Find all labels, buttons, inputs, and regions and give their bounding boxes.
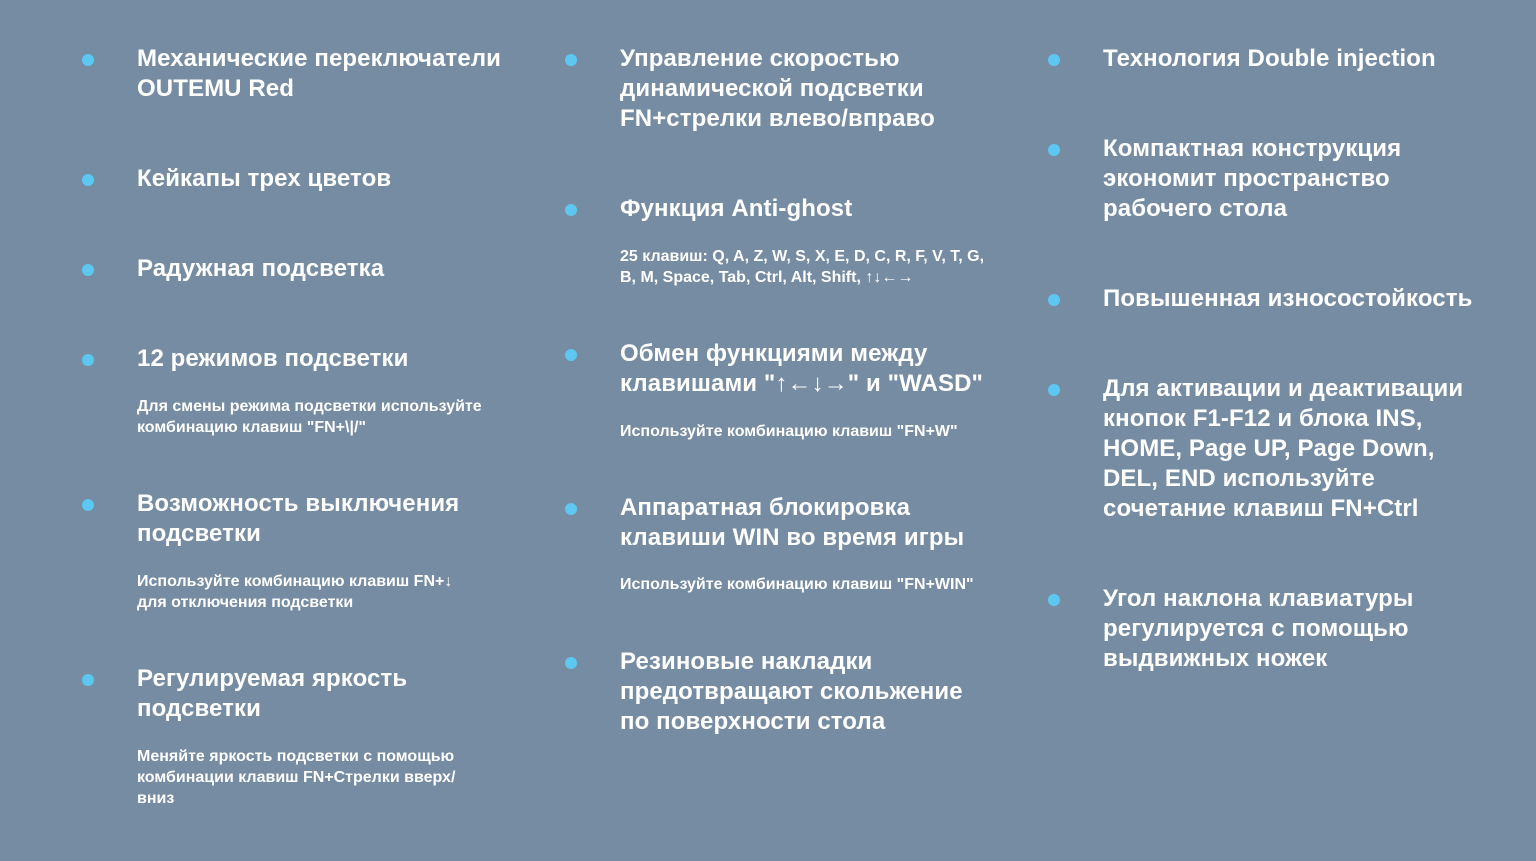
dot-icon [1048, 594, 1060, 606]
dot-icon [82, 499, 94, 511]
feature-column-3 [1046, 0, 1516, 861]
feature-title: Обмен функциями между клавишами "↑←↓→" и "WASD" [620, 340, 984, 397]
feature-title: Угол наклона клавиатуры регулируется с помощью выдвижных ножек [1103, 585, 1414, 672]
feature-description: Используйте комбинацию клавиш FN+↓ для отключения подсветки [137, 573, 453, 611]
feature-title: Кейкапы трех цветов [137, 165, 392, 192]
feature-description: 25 клавиш: Q, A, Z, W, S, X, E, D, C, R, F, V, T, G, B, M, Space, Tab, Ctrl, Alt, Shift, ↑↓←→ [620, 248, 985, 286]
dot-icon [565, 503, 577, 515]
feature-title: Возможность выключения подсветки [137, 490, 460, 547]
feature-title: Повышенная износостойкость [1103, 285, 1473, 312]
feature-title: Компактная конструкция экономит пространство рабочего стола [1103, 135, 1402, 222]
feature-column-2 [563, 0, 1003, 861]
dot-icon [1048, 384, 1060, 396]
feature-description: Меняйте яркость подсветки с помощью комбинации клавиш FN+Стрелки вверх/ вниз [137, 748, 456, 807]
feature-title: Механические переключатели OUTEMU Red [137, 45, 502, 102]
feature-title: Регулируемая яркость подсветки [137, 665, 408, 722]
feature-title: Аппаратная блокировка клавиши WIN во время игры [620, 494, 965, 551]
feature-title: Технология Double injection [1103, 45, 1436, 72]
dot-icon [565, 54, 577, 66]
feature-description: Используйте комбинацию клавиш "FN+W" [620, 423, 958, 440]
feature-title: Радужная подсветка [137, 255, 385, 282]
dot-icon [1048, 294, 1060, 306]
feature-title: Управление скоростью динамической подсветки FN+стрелки влево/вправо [620, 45, 935, 132]
dot-icon [82, 174, 94, 186]
dot-icon [1048, 54, 1060, 66]
dot-icon [82, 674, 94, 686]
dot-icon [82, 54, 94, 66]
feature-description: Для смены режима подсветки используйте комбинацию клавиш "FN+\|/" [137, 398, 482, 436]
feature-column-1 [80, 0, 520, 861]
feature-title: Функция Anti-ghost [620, 195, 853, 222]
dot-icon [82, 354, 94, 366]
feature-description: Используйте комбинацию клавиш "FN+WIN" [620, 576, 974, 593]
feature-title: Резиновые накладки предотвращают скольжение по поверхности стола [620, 648, 963, 735]
feature-title: 12 режимов подсветки [137, 345, 409, 372]
dot-icon [1048, 144, 1060, 156]
dot-icon [565, 204, 577, 216]
feature-title: Для активации и деактивации кнопок F1-F12 и блока INS, HOME, Page UP, Page Down, DEL, END используйте сочетание клавиш FN+Ctrl [1103, 375, 1464, 522]
dot-icon [82, 264, 94, 276]
dot-icon [565, 349, 577, 361]
dot-icon [565, 657, 577, 669]
